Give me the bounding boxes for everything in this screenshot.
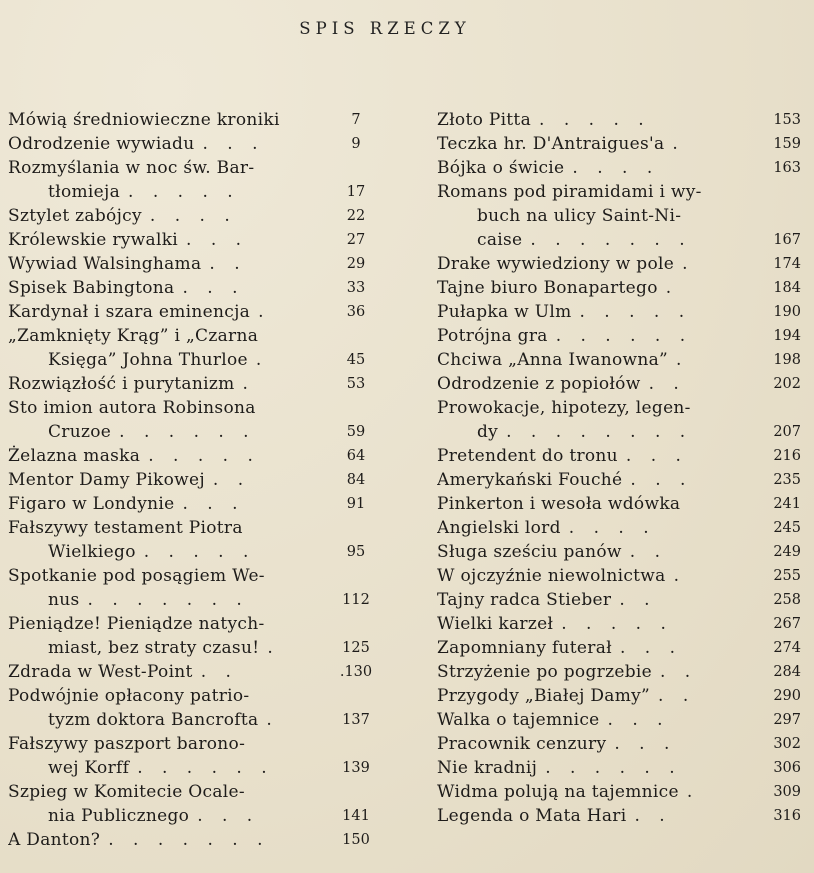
toc-entry-text: Romans pod piramidami i wy- bbox=[437, 182, 702, 202]
toc-page-number: 249 bbox=[773, 544, 801, 560]
toc-leader-dots: . bbox=[665, 278, 679, 298]
toc-entry-text: Drake wywiedziony w pole bbox=[437, 254, 675, 274]
toc-entry-title-continued bbox=[8, 756, 380, 780]
toc-page-number: 17 bbox=[346, 184, 366, 200]
toc-entry-title bbox=[8, 132, 380, 156]
toc-leader-dots: . . . bbox=[625, 446, 688, 466]
toc-entry-title bbox=[8, 156, 380, 180]
toc-entry-title bbox=[437, 492, 801, 516]
toc-page-number: 316 bbox=[773, 808, 801, 824]
toc-leader-dots: . bbox=[255, 350, 269, 370]
toc-entry-title bbox=[8, 828, 380, 852]
toc-entry-title-continued bbox=[8, 804, 380, 828]
toc-leader-dots: . . . . . . bbox=[137, 758, 274, 778]
toc-entry-title bbox=[437, 732, 801, 756]
toc-entry-title bbox=[437, 780, 801, 804]
toc-entry bbox=[8, 276, 380, 300]
toc-leader-dots: . . bbox=[212, 470, 251, 490]
toc-entry bbox=[437, 732, 801, 756]
toc-page-number: 167 bbox=[773, 232, 801, 248]
toc-entry-text: Pułapka w Ulm bbox=[437, 302, 572, 322]
toc-page-number: 139 bbox=[342, 760, 370, 776]
toc-entry-title bbox=[8, 564, 380, 588]
toc-entry-title bbox=[8, 732, 380, 756]
toc-entry bbox=[8, 468, 380, 492]
toc-leader-dots: . . . bbox=[197, 806, 260, 826]
toc-entry bbox=[437, 492, 801, 516]
toc-entry-text: Mówią średniowieczne kroniki bbox=[8, 110, 280, 130]
toc-entry-title-continued bbox=[437, 420, 801, 444]
toc-page-number: 22 bbox=[346, 208, 366, 224]
toc-entry-text: nus bbox=[48, 590, 80, 610]
toc-entry-title bbox=[437, 444, 801, 468]
toc-entry-text: Amerykański Fouché bbox=[437, 470, 623, 490]
toc-entry-title-continued bbox=[8, 540, 380, 564]
toc-entry-text: Pinkerton i wesoła wdówka bbox=[437, 494, 681, 514]
toc-page-number: 290 bbox=[773, 688, 801, 704]
toc-entry-text: Angielski lord bbox=[437, 518, 561, 538]
toc-entry bbox=[437, 372, 801, 396]
toc-entry bbox=[437, 468, 801, 492]
toc-page-number: 297 bbox=[773, 712, 801, 728]
toc-entry bbox=[437, 300, 801, 324]
toc-page-number: 33 bbox=[346, 280, 366, 296]
toc-entry-title bbox=[437, 396, 801, 420]
toc-leader-dots: . . bbox=[629, 542, 667, 562]
toc-entry-title-continued bbox=[8, 420, 380, 444]
toc-leader-dots: . . . . . bbox=[143, 542, 256, 562]
toc-entry bbox=[8, 372, 380, 396]
toc-entry bbox=[8, 132, 380, 156]
page-title: SPIS RZECZY bbox=[299, 19, 471, 38]
toc-entry-title-continued bbox=[437, 204, 801, 228]
toc-leader-dots: . . . . . . . . bbox=[506, 422, 693, 442]
toc-page-number: 125 bbox=[342, 640, 370, 656]
toc-leader-dots: . bbox=[673, 566, 686, 586]
toc-leader-dots: . bbox=[258, 302, 271, 322]
toc-entry-title bbox=[8, 684, 380, 708]
toc-entry bbox=[437, 636, 801, 660]
toc-entry-text: tyzm doktora Bancrofta bbox=[48, 710, 259, 730]
toc-leader-dots: . . bbox=[209, 254, 247, 274]
toc-entry bbox=[8, 204, 380, 228]
toc-page-number: 95 bbox=[346, 544, 366, 560]
toc-entry-title bbox=[8, 660, 380, 684]
toc-entry-title bbox=[8, 324, 380, 348]
toc-entry bbox=[437, 108, 801, 132]
toc-entry bbox=[437, 660, 801, 684]
toc-leader-dots: . . . bbox=[614, 734, 677, 754]
toc-entry-text: Teczka hr. D'Antraigues'a bbox=[437, 134, 665, 154]
toc-entry bbox=[8, 780, 380, 828]
toc-entry-title bbox=[8, 228, 380, 252]
toc-entry-text: „Zamknięty Krąg” i „Czarna bbox=[8, 326, 259, 346]
toc-entry-title-continued bbox=[8, 180, 380, 204]
toc-entry-text: Mentor Damy Pikowej bbox=[8, 470, 205, 490]
toc-column-right bbox=[437, 108, 801, 828]
toc-entry-text: Żelazna maska bbox=[8, 446, 141, 466]
toc-entry-text: Figaro w Londynie bbox=[8, 494, 175, 514]
toc-leader-dots: . . bbox=[658, 686, 696, 706]
toc-entry-text: Wywiad Walsinghama bbox=[8, 254, 202, 274]
toc-entry-title bbox=[8, 468, 380, 492]
toc-page-number: 7 bbox=[351, 112, 361, 128]
toc-entry-text: Spisek Babingtona bbox=[8, 278, 175, 298]
toc-page-number: 84 bbox=[346, 472, 366, 488]
toc-entry-title-continued bbox=[437, 228, 801, 252]
toc-leader-dots: . . . . . bbox=[561, 614, 673, 634]
toc-leader-dots: . . bbox=[634, 806, 672, 826]
toc-entry-title bbox=[437, 300, 801, 324]
toc-entry bbox=[8, 732, 380, 780]
toc-entry bbox=[437, 156, 801, 180]
toc-entry bbox=[8, 252, 380, 276]
toc-entry bbox=[437, 180, 801, 252]
toc-entry bbox=[8, 108, 380, 132]
toc-leader-dots: . . bbox=[200, 662, 238, 682]
toc-leader-dots: . . bbox=[648, 374, 686, 394]
toc-leader-dots: . bbox=[682, 254, 695, 274]
toc-leader-dots: . . . . . . bbox=[119, 422, 256, 442]
toc-entry-text: Zdrada w West-Point bbox=[8, 662, 193, 682]
toc-leader-dots: . . . bbox=[619, 638, 682, 658]
toc-entry-text: Tajny radca Stieber bbox=[437, 590, 612, 610]
toc-page-number: 190 bbox=[773, 304, 801, 320]
toc-entry-text: nia Publicznego bbox=[48, 806, 190, 826]
toc-entry-title bbox=[437, 156, 801, 180]
toc-entry bbox=[437, 780, 801, 804]
toc-page-number: 255 bbox=[773, 568, 801, 584]
toc-leader-dots: . . . . . . . bbox=[108, 830, 270, 850]
toc-leader-dots: . . . . . bbox=[539, 110, 651, 130]
toc-leader-dots: . . bbox=[619, 590, 657, 610]
toc-leader-dots bbox=[280, 110, 288, 130]
toc-page-number: 245 bbox=[773, 520, 801, 536]
toc-entry-text: Wielki karzeł bbox=[437, 614, 554, 634]
toc-entry-text: Pretendent do tronu bbox=[437, 446, 618, 466]
toc-page-number: 27 bbox=[346, 232, 366, 248]
toc-entry bbox=[8, 660, 380, 684]
toc-page-number: 302 bbox=[773, 736, 801, 752]
toc-entry-text: Rozwiązłość i purytanizm bbox=[8, 374, 235, 394]
toc-leader-dots: . . . bbox=[182, 278, 245, 298]
toc-leader-dots: . bbox=[676, 350, 689, 370]
toc-entry-title-continued bbox=[8, 708, 380, 732]
toc-page-number: 216 bbox=[773, 448, 801, 464]
toc-entry bbox=[8, 612, 380, 660]
toc-entry bbox=[8, 564, 380, 612]
toc-entry-text: caise bbox=[477, 230, 523, 250]
toc-leader-dots: . bbox=[672, 134, 685, 154]
toc-page-number: 150 bbox=[342, 832, 370, 848]
toc-page-number: 91 bbox=[346, 496, 366, 512]
toc-entry-title-continued bbox=[8, 636, 380, 660]
toc-page-number: 235 bbox=[773, 472, 801, 488]
toc-entry-title bbox=[437, 132, 801, 156]
toc-entry-title bbox=[437, 372, 801, 396]
toc-page-number: 194 bbox=[773, 328, 801, 344]
toc-entry-text: Strzyżenie po pogrzebie bbox=[437, 662, 652, 682]
toc-page-number: 198 bbox=[773, 352, 801, 368]
toc-page-number: 9 bbox=[351, 136, 361, 152]
toc-entry-text: A Danton? bbox=[8, 830, 101, 850]
toc-entry bbox=[8, 300, 380, 324]
toc-entry-text: Królewskie rywalki bbox=[8, 230, 179, 250]
toc-leader-dots: . . . . . bbox=[128, 182, 240, 202]
toc-entry-title bbox=[8, 516, 380, 540]
toc-page-number: 64 bbox=[346, 448, 366, 464]
toc-entry-text: Chciwa „Anna Iwanowna” bbox=[437, 350, 669, 370]
toc-entry-text: Tajne biuro Bonapartego bbox=[437, 278, 658, 298]
toc-entry bbox=[8, 828, 380, 852]
toc-entry bbox=[437, 804, 801, 828]
toc-page-number: 174 bbox=[773, 256, 801, 272]
toc-leader-dots: . bbox=[267, 638, 280, 658]
toc-entry-text: Złoto Pitta bbox=[437, 110, 532, 130]
toc-entry-title bbox=[8, 276, 380, 300]
toc-entry bbox=[8, 516, 380, 564]
toc-entry-title bbox=[8, 108, 380, 132]
toc-page-number: 59 bbox=[346, 424, 366, 440]
toc-entry-text: Sługa sześciu panów bbox=[437, 542, 622, 562]
toc-page-number: 274 bbox=[773, 640, 801, 656]
toc-entry-text: Wielkiego bbox=[48, 542, 136, 562]
toc-entry-text: Księga” Johna Thurloe bbox=[48, 350, 248, 370]
toc-entry-text: Podwójnie opłacony patrio- bbox=[8, 686, 250, 706]
toc-entry-title bbox=[437, 108, 801, 132]
toc-entry-text: Przygody „Białej Damy” bbox=[437, 686, 651, 706]
toc-page-number: 159 bbox=[773, 136, 801, 152]
toc-page-number: 29 bbox=[346, 256, 366, 272]
toc-leader-dots: . . . . . . bbox=[555, 326, 693, 346]
toc-entry-title bbox=[437, 468, 801, 492]
toc-entry bbox=[437, 348, 801, 372]
toc-leader-dots: . . . bbox=[630, 470, 693, 490]
toc-entry-text: Odrodzenie z popiołów bbox=[437, 374, 641, 394]
toc-entry-text: Prowokacje, hipotezy, legen- bbox=[437, 398, 691, 418]
toc-page-number: 241 bbox=[773, 496, 801, 512]
toc-entry-text: Zapomniany futerał bbox=[437, 638, 612, 658]
toc-entry-title bbox=[8, 780, 380, 804]
toc-entry-title bbox=[437, 276, 801, 300]
toc-entry-text: Rozmyślania w noc św. Bar- bbox=[8, 158, 255, 178]
toc-entry-title bbox=[8, 612, 380, 636]
toc-page-number: 36 bbox=[346, 304, 366, 320]
toc-entry-title bbox=[437, 684, 801, 708]
toc-entry bbox=[437, 588, 801, 612]
toc-entry bbox=[437, 708, 801, 732]
toc-page-number: 45 bbox=[346, 352, 366, 368]
toc-entry-text: Nie kradnij bbox=[437, 758, 538, 778]
toc-page-number: 184 bbox=[773, 280, 801, 296]
toc-entry-text: Legenda o Mata Hari bbox=[437, 806, 627, 826]
toc-entry-title bbox=[8, 492, 380, 516]
toc-entry-text: dy bbox=[477, 422, 499, 442]
toc-entry-text: Cruzoe bbox=[48, 422, 112, 442]
toc-page-number: 141 bbox=[342, 808, 370, 824]
toc-entry bbox=[437, 756, 801, 780]
toc-entry bbox=[437, 564, 801, 588]
toc-entry bbox=[437, 324, 801, 348]
toc-leader-dots: . bbox=[266, 710, 279, 730]
toc-page-number: 258 bbox=[773, 592, 801, 608]
toc-leader-dots: . bbox=[242, 374, 255, 394]
toc-page-number: 284 bbox=[773, 664, 801, 680]
toc-entry-title bbox=[437, 756, 801, 780]
toc-entry-text: Potrójna gra bbox=[437, 326, 548, 346]
toc-page-number: 53 bbox=[346, 376, 366, 392]
toc-entry-title-continued bbox=[8, 588, 380, 612]
toc-entry bbox=[8, 492, 380, 516]
toc-page-number: 267 bbox=[773, 616, 801, 632]
toc-leader-dots: . . . . bbox=[568, 518, 656, 538]
toc-page-number: 137 bbox=[342, 712, 370, 728]
toc-entry-title bbox=[437, 564, 801, 588]
toc-entry-text: Odrodzenie wywiadu bbox=[8, 134, 195, 154]
toc-entry-title bbox=[437, 804, 801, 828]
toc-leader-dots: . . . . . . . bbox=[530, 230, 692, 250]
toc-page-number: 306 bbox=[773, 760, 801, 776]
toc-entry bbox=[437, 132, 801, 156]
toc-entry-text: buch na ulicy Saint-Ni- bbox=[477, 206, 682, 226]
toc-entry-title bbox=[8, 252, 380, 276]
toc-page-number: 153 bbox=[773, 112, 801, 128]
toc-leader-dots: . . . . . . bbox=[545, 758, 682, 778]
toc-entry-text: Widma polują na tajemnice bbox=[437, 782, 679, 802]
toc-entry-title bbox=[437, 324, 801, 348]
toc-entry bbox=[8, 684, 380, 732]
toc-entry-text: Fałszywy testament Piotra bbox=[8, 518, 243, 538]
toc-leader-dots: . . . . bbox=[572, 158, 660, 178]
toc-entry bbox=[8, 396, 380, 444]
toc-entry-text: Sto imion autora Robinsona bbox=[8, 398, 256, 418]
toc-entry bbox=[437, 612, 801, 636]
toc-entry-title bbox=[437, 612, 801, 636]
toc-entry bbox=[437, 276, 801, 300]
toc-leader-dots: . . bbox=[659, 662, 698, 682]
toc-entry-title bbox=[437, 252, 801, 276]
toc-entry-title bbox=[437, 348, 801, 372]
toc-entry-title bbox=[8, 396, 380, 420]
toc-entry-title bbox=[437, 708, 801, 732]
toc-entry bbox=[437, 444, 801, 468]
toc-entry-text: Kardynał i szara eminencja bbox=[8, 302, 251, 322]
toc-page-number: 309 bbox=[773, 784, 801, 800]
toc-entry-text: Sztylet zabójcy bbox=[8, 206, 142, 226]
toc-entry bbox=[437, 516, 801, 540]
toc-entry bbox=[437, 540, 801, 564]
toc-leader-dots: . . . bbox=[607, 710, 670, 730]
toc-leader-dots: . bbox=[686, 782, 700, 802]
toc-entry-text: Spotkanie pod posągiem We- bbox=[8, 566, 265, 586]
toc-page-number: 112 bbox=[342, 592, 370, 608]
toc-page-number: 202 bbox=[773, 376, 801, 392]
toc-entry bbox=[8, 156, 380, 204]
toc-entry-text: Bójka o świcie bbox=[437, 158, 565, 178]
toc-entry-text: Szpieg w Komitecie Ocale- bbox=[8, 782, 245, 802]
toc-leader-dots: . . . . . bbox=[148, 446, 260, 466]
toc-entry-text: Pracownik cenzury bbox=[437, 734, 607, 754]
toc-entry-text: wej Korff bbox=[48, 758, 130, 778]
toc-leader-dots: . . . bbox=[186, 230, 249, 250]
toc-entry-title bbox=[437, 660, 801, 684]
toc-entry bbox=[437, 684, 801, 708]
toc-leader-dots: . . . bbox=[182, 494, 245, 514]
toc-entry bbox=[8, 324, 380, 372]
toc-page-number: 163 bbox=[773, 160, 801, 176]
toc-entry-title bbox=[437, 540, 801, 564]
toc-entry-title-continued bbox=[8, 348, 380, 372]
toc-entry-title bbox=[8, 444, 380, 468]
toc-entry-title bbox=[8, 300, 380, 324]
toc-entry bbox=[8, 444, 380, 468]
toc-leader-dots: . . . bbox=[202, 134, 265, 154]
toc-entry-text: Pieniądze! Pieniądze natych- bbox=[8, 614, 265, 634]
toc-page-number: 207 bbox=[773, 424, 801, 440]
toc-column-left bbox=[8, 108, 380, 852]
toc-leader-dots: . . . . . . . bbox=[87, 590, 249, 610]
toc-page-number: .130 bbox=[339, 664, 373, 680]
toc-entry-title bbox=[8, 372, 380, 396]
toc-entry-text: Fałszywy paszport barono- bbox=[8, 734, 246, 754]
toc-entry-title bbox=[437, 588, 801, 612]
toc-entry bbox=[437, 396, 801, 444]
toc-leader-dots bbox=[680, 494, 688, 514]
toc-entry-text: W ojczyźnie niewolnictwa bbox=[437, 566, 666, 586]
toc-entry bbox=[8, 228, 380, 252]
toc-entry-text: miast, bez straty czasu! bbox=[48, 638, 260, 658]
toc-entry-text: Walka o tajemnice bbox=[437, 710, 600, 730]
toc-entry-title bbox=[8, 204, 380, 228]
toc-entry-text: tłomieja bbox=[48, 182, 121, 202]
toc-entry bbox=[437, 252, 801, 276]
toc-leader-dots: . . . . bbox=[149, 206, 237, 226]
toc-leader-dots: . . . . . bbox=[579, 302, 692, 322]
toc-entry-title bbox=[437, 516, 801, 540]
toc-entry-title bbox=[437, 180, 801, 204]
toc-entry-title bbox=[437, 636, 801, 660]
